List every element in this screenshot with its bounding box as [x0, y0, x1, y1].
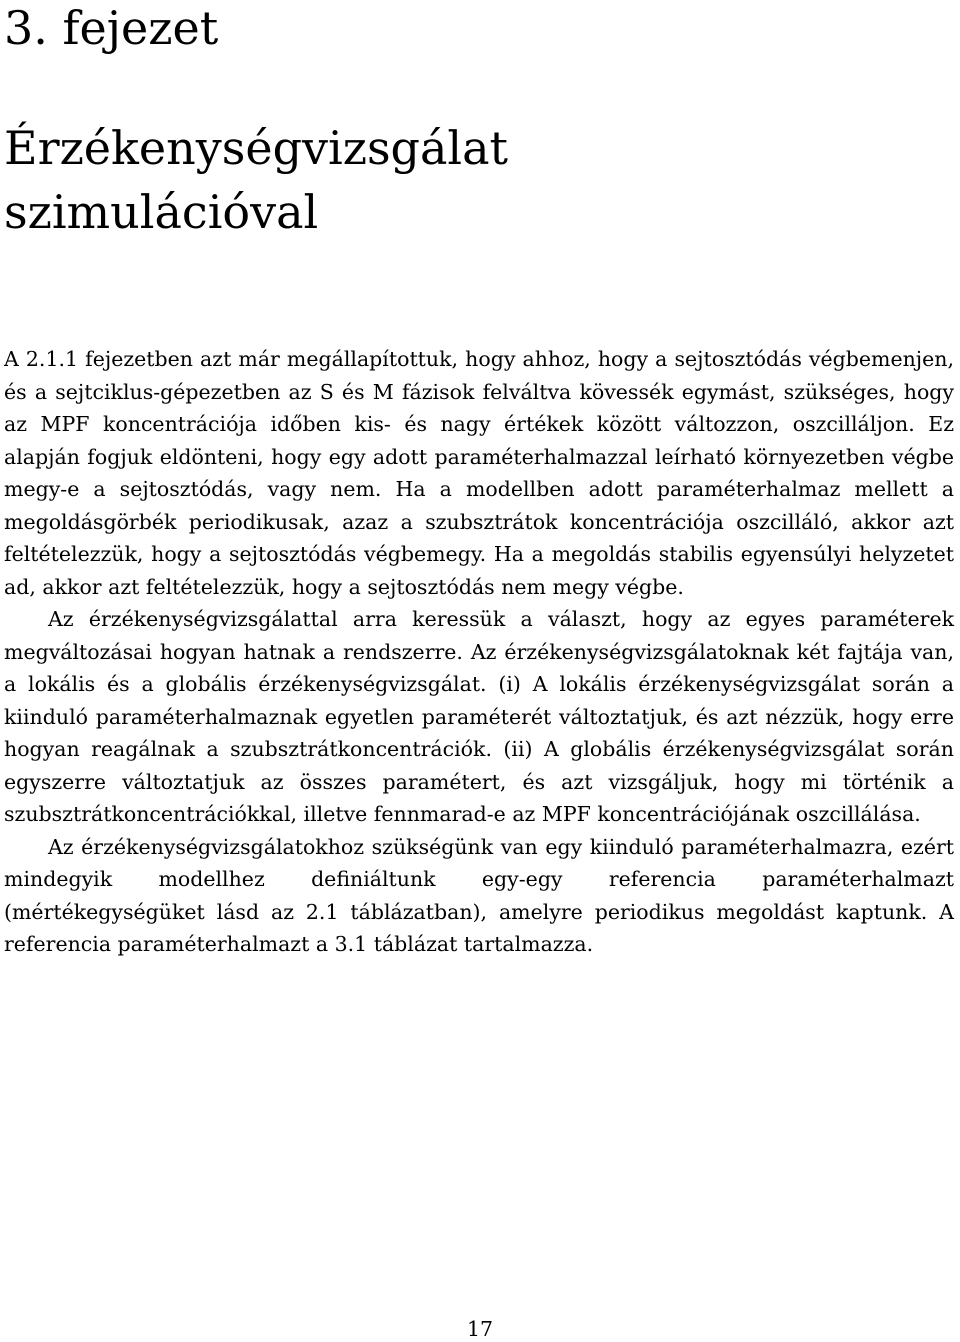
paragraph-intro: A 2.1.1 fejezetben azt már megállapítottuk, hogy ahhoz, hogy a sejtosztódás végbemenjen, és a sejtciklus-gépezetben az S és M fázisok felváltva kövessék egymást, szükséges, hogy az MPF koncentrációja időben kis- és nagy értékek között változzon, oszcilláljon. Ez alapján fogjuk eldönteni, hogy egy adott paraméterhalmazzal leírható környezetben végbe megy-e a sejtosztódás, vagy nem. Ha a modellben adott paraméterhalmaz mellett a megoldásgörbék periodikusak, azaz a szubsztrátok koncentrációja oszcilláló, akkor azt feltételezzük, hogy a sejtosztódás végbemegy. Ha a megoldás stabilis egyensúlyi helyzetet ad, akkor azt feltételezzük, hogy a sejtosztódás nem megy végbe. — [4, 347, 954, 599]
chapter-label: 3. fejezet — [4, 1, 219, 55]
chapter-title-line-2: szimulációval — [4, 185, 319, 239]
page-number: 17 — [466, 1317, 494, 1341]
chapter-title — [4, 116, 954, 244]
chapter-body — [4, 343, 954, 961]
chapter-title-line-1: Érzékenységvizsgálat — [4, 121, 509, 175]
paragraph-sensitivity-analysis: Az érzékenységvizsgálattal arra keressük a választ, hogy az egyes paraméterek megváltozásai hogyan hatnak a rendszerre. Az érzékenységvizsgálatoknak két fajtája van, a lokális és a globális érzékenységvizsgálat. (i) A lokális érzékenységvizsgálat során a kiinduló paraméterhalmaznak egyetlen paraméterét változtatjuk, és azt nézzük, hogy erre hogyan reagálnak a szubsztrátkoncentrációk. (ii) A globális érzékenységvizsgálat során egyszerre változtatjuk az összes paramétert, és azt vizsgáljuk, hogy mi történik a szubsztrátkoncentrációkkal, illetve fennmarad-e az MPF koncentrációjának oszcillálása. — [4, 607, 954, 826]
paragraph-reference-parameters: Az érzékenységvizsgálatokhoz szükségünk van egy kiinduló paraméterhalmazra, ezért mindegyik modellhez definiáltunk egy-egy referencia paraméterhalmazt (mértékegységüket lásd az 2.1 táblázatban), amelyre periodikus megoldást kaptunk. A referencia paraméterhalmazt a 3.1 táblázat tartalmazza. — [4, 834, 954, 956]
